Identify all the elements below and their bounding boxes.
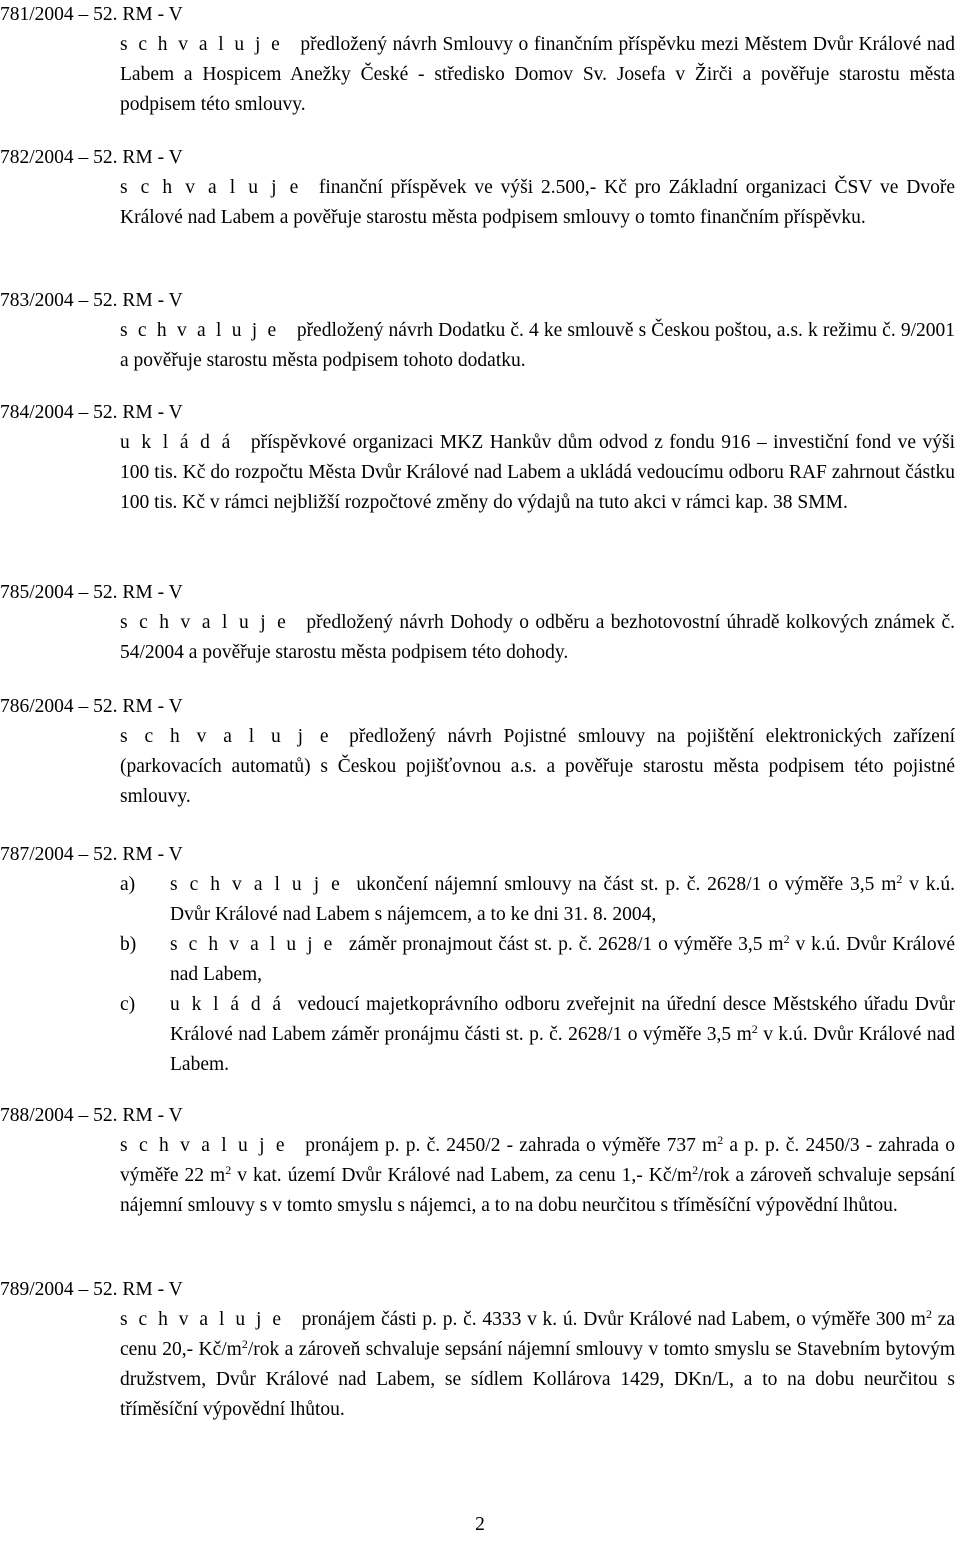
resolution-keyword: s c h v a l u j e: [120, 612, 289, 633]
resolution-keyword: u k l á d á: [120, 432, 233, 453]
resolution-header: 782/2004 – 52. RM - V: [0, 147, 183, 168]
resolution-text: [120, 30, 955, 120]
resolution-content-4: /rok a zároveň schvaluje sepsání nájemní smlouvy s v tomto smyslu s nájemci, a to na dobu neurčitou s tříměsíční výpovědní lhůtou.: [120, 1165, 955, 1216]
resolution-item-c: [120, 990, 955, 1080]
item-text: vedoucí majetkoprávního odboru zveřejnit na úřední desce Městského úřadu Dvůr Králové nad Labem záměr pronájmu části st. p. č. 2628/1 o výměře 3,5 m: [170, 994, 955, 1045]
resolution-text: [120, 316, 955, 376]
resolution-content: pronájem části p. p. č. 4333 v k. ú. Dvůr Králové nad Labem, o výměře 300 m: [301, 1309, 926, 1330]
resolution-header: 788/2004 – 52. RM - V: [0, 1105, 183, 1126]
resolution-header: 784/2004 – 52. RM - V: [0, 402, 183, 423]
item-text: ukončení nájemní smlouvy na část st. p. č. 2628/1 o výměře 3,5 m: [356, 874, 897, 895]
resolution-keyword: s c h v a l u j e: [120, 726, 332, 747]
resolution-body: [120, 30, 955, 120]
resolution-content: příspěvkové organizaci MKZ Hankův dům odvod z fondu 916 – investiční fond ve výši 100 tis. Kč do rozpočtu Města Dvůr Králové nad Labem a ukládá vedoucímu odboru RAF zahrnout částku 100 tis. Kč v rámci nejbližší rozpočtové změny do výdajů na tuto akci v rámci kap. 38 SMM.: [120, 432, 955, 513]
resolution-content: finanční příspěvek ve výši 2.500,- Kč pro Základní organizaci ČSV ve Dvoře Králové nad Labem a pověřuje starostu města podpisem smlouvy o tomto finančním příspěvku.: [120, 177, 955, 228]
resolution-text: [120, 1305, 955, 1425]
resolution-header: 789/2004 – 52. RM - V: [0, 1279, 183, 1300]
item-marker: a): [120, 874, 136, 895]
resolution-body: [120, 428, 955, 518]
resolution-body: [120, 608, 955, 668]
resolution-content-3: v kat. území Dvůr Králové nad Labem, za cenu 1,- Kč/m: [231, 1165, 693, 1186]
item-text-cont: v k.ú. Dvůr Králové nad Labem s nájemcem, a to ke dni 31. 8. 2004,: [170, 874, 956, 925]
resolution-content: předložený návrh Dohody o odběru a bezhotovostní úhradě kolkových známek č. 54/2004 a pověřuje starostu města podpisem této dohody.: [120, 612, 955, 663]
superscript: 2: [751, 1022, 758, 1036]
resolution-text: [120, 173, 955, 233]
superscript: 2: [241, 1337, 248, 1351]
resolution-body: [120, 1305, 955, 1425]
resolution-keyword: s c h v a l u j e: [170, 934, 335, 955]
resolution-keyword: s c h v a l u j e: [170, 874, 343, 895]
resolution-keyword: s c h v a l u j e: [120, 1135, 288, 1156]
resolution-body: [120, 722, 955, 812]
resolution-header: 783/2004 – 52. RM - V: [0, 290, 183, 311]
resolution-content: pronájem p. p. č. 2450/2 - zahrada o výměře 737 m: [305, 1135, 718, 1156]
item-marker: c): [120, 994, 136, 1015]
resolution-keyword: s c h v a l u j e: [120, 1309, 284, 1330]
resolution-text: [120, 722, 955, 812]
item-text-cont: v k.ú. Dvůr Králové nad Labem,: [170, 934, 955, 985]
resolution-text: [120, 428, 955, 518]
resolution-keyword: s c h v a l u j e: [120, 177, 301, 198]
item-marker: b): [120, 934, 137, 955]
superscript: 2: [783, 932, 790, 946]
resolution-content-3: /rok a zároveň schvaluje sepsání nájemní smlouvy v tomto smyslu se Stavebním bytovým družstvem, Dvůr Králové nad Labem, se sídlem Kollárova 1429, DKn/L, a to na dobu neurčitou s tříměsíční výpovědní lhůtou.: [120, 1339, 955, 1420]
item-text-cont: v k.ú. Dvůr Králové nad Labem.: [170, 1024, 955, 1075]
resolution-content: předložený návrh Dodatku č. 4 ke smlouvě s Českou poštou, a.s. k režimu č. 9/2001 a pověřuje starostu města podpisem tohoto dodatku.: [120, 320, 955, 371]
resolution-body: [120, 870, 955, 1080]
resolution-body: [120, 316, 955, 376]
resolution-content: předložený návrh Pojistné smlouvy na pojištění elektronických zařízení (parkovacích automatů) s Českou pojišťovnou a.s. a pověřuje starostu města podpisem této pojistné smlouvy.: [120, 726, 955, 807]
resolution-header: 785/2004 – 52. RM - V: [0, 582, 183, 603]
resolution-header: 787/2004 – 52. RM - V: [0, 844, 183, 865]
page-number: 2: [475, 1514, 485, 1535]
resolution-text: [120, 1131, 955, 1221]
resolution-keyword: s c h v a l u j e: [120, 34, 283, 55]
resolution-body: [120, 1131, 955, 1221]
resolution-keyword: u k l á d á: [170, 994, 284, 1015]
resolution-content-2: za cenu 20,- Kč/m: [120, 1309, 956, 1360]
resolution-header: 786/2004 – 52. RM - V: [0, 696, 183, 717]
resolution-content: předložený návrh Smlouvy o finančním příspěvku mezi Městem Dvůr Králové nad Labem a Hospicem Anežky České - středisko Domov Sv. Josefa v Žirči a pověřuje starostu města podpisem této smlouvy.: [120, 34, 955, 115]
resolution-item-b: [120, 930, 955, 990]
resolution-content-2: a p. p. č. 2450/3 - zahrada o výměře 22 m: [120, 1135, 956, 1186]
item-text: záměr pronajmout část st. p. č. 2628/1 o výměře 3,5 m: [348, 934, 784, 955]
superscript: 2: [925, 1307, 932, 1321]
resolution-header: 781/2004 – 52. RM - V: [0, 4, 183, 25]
resolution-item-a: [120, 870, 955, 930]
superscript: 2: [717, 1133, 724, 1147]
superscript: 2: [225, 1163, 232, 1177]
resolution-text: [120, 608, 955, 668]
superscript: 2: [692, 1163, 699, 1177]
superscript: 2: [896, 872, 903, 886]
resolution-keyword: s c h v a l u j e: [120, 320, 279, 341]
resolution-body: [120, 173, 955, 233]
